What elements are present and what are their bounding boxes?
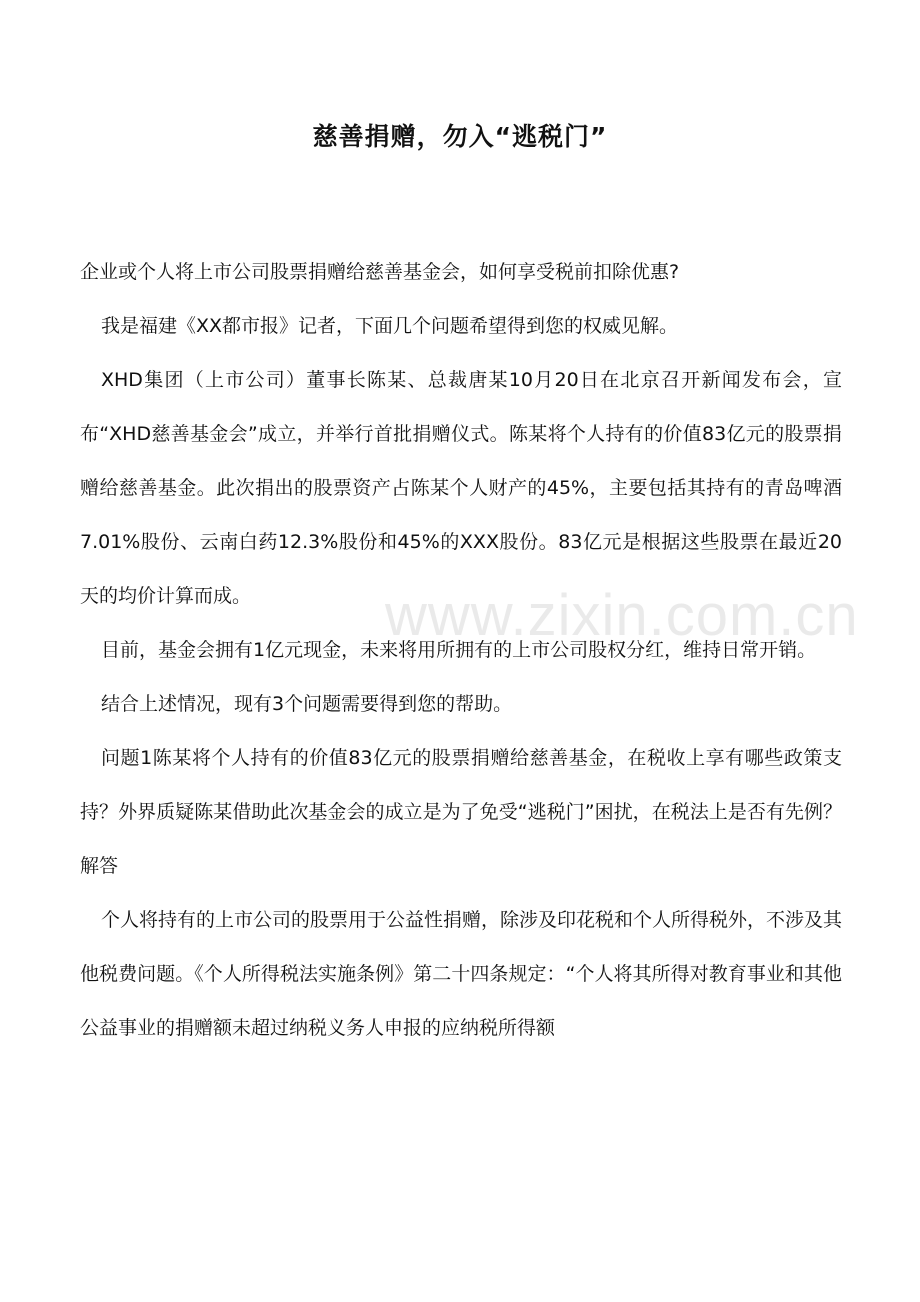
document-body: [80, 245, 842, 1055]
watermark-text: www.zixin.com.cn: [385, 583, 859, 648]
paragraph-question: 企业或个人将上市公司股票捐赠给慈善基金会，如何享受税前扣除优惠?: [80, 261, 680, 283]
paragraph-intro: 我是福建《XX都市报》记者，下面几个问题希望得到您的权威见解。: [101, 315, 679, 337]
paragraph-foundation-status: 目前，基金会拥有1亿元现金，未来将用所拥有的上市公司股权分红，维持日常开销。: [101, 639, 817, 661]
document-title: 慈善捐赠，勿入“逃税门”: [312, 122, 608, 151]
paragraph-question-1: 问题1陈某将个人持有的价值83亿元的股票捐赠给慈善基金，在税收上享有哪些政策支持？外界质疑陈某借助此次基金会的成立是为了免受“逃税门”困扰，在税法上是否有先例？解答: [80, 747, 842, 877]
paragraph-questions-lead: 结合上述情况，现有3个问题需要得到您的帮助。: [101, 693, 513, 715]
paragraph-answer: 个人将持有的上市公司的股票用于公益性捐赠，除涉及印花税和个人所得税外，不涉及其他税费问题。《个人所得税法实施条例》第二十四条规定：“个人将其所得对教育事业和其他公益事业的捐赠额未超过纳税义务人申报的应纳税所得额: [80, 909, 843, 1039]
paragraph-background: XHD集团（上市公司）董事长陈某、总裁唐某10月20日在北京召开新闻发布会，宣布“XHD慈善基金会”成立，并举行首批捐赠仪式。陈某将个人持有的价值83亿元的股票捐赠给慈善基金。此次捐出的股票资产占陈某个人财产的45%，主要包括其持有的青岛啤酒7.01%股份、云南白药12.3%股份和45%的XXX股份。83亿元是根据这些股票在最近20天的均价计算而成。: [80, 369, 842, 607]
